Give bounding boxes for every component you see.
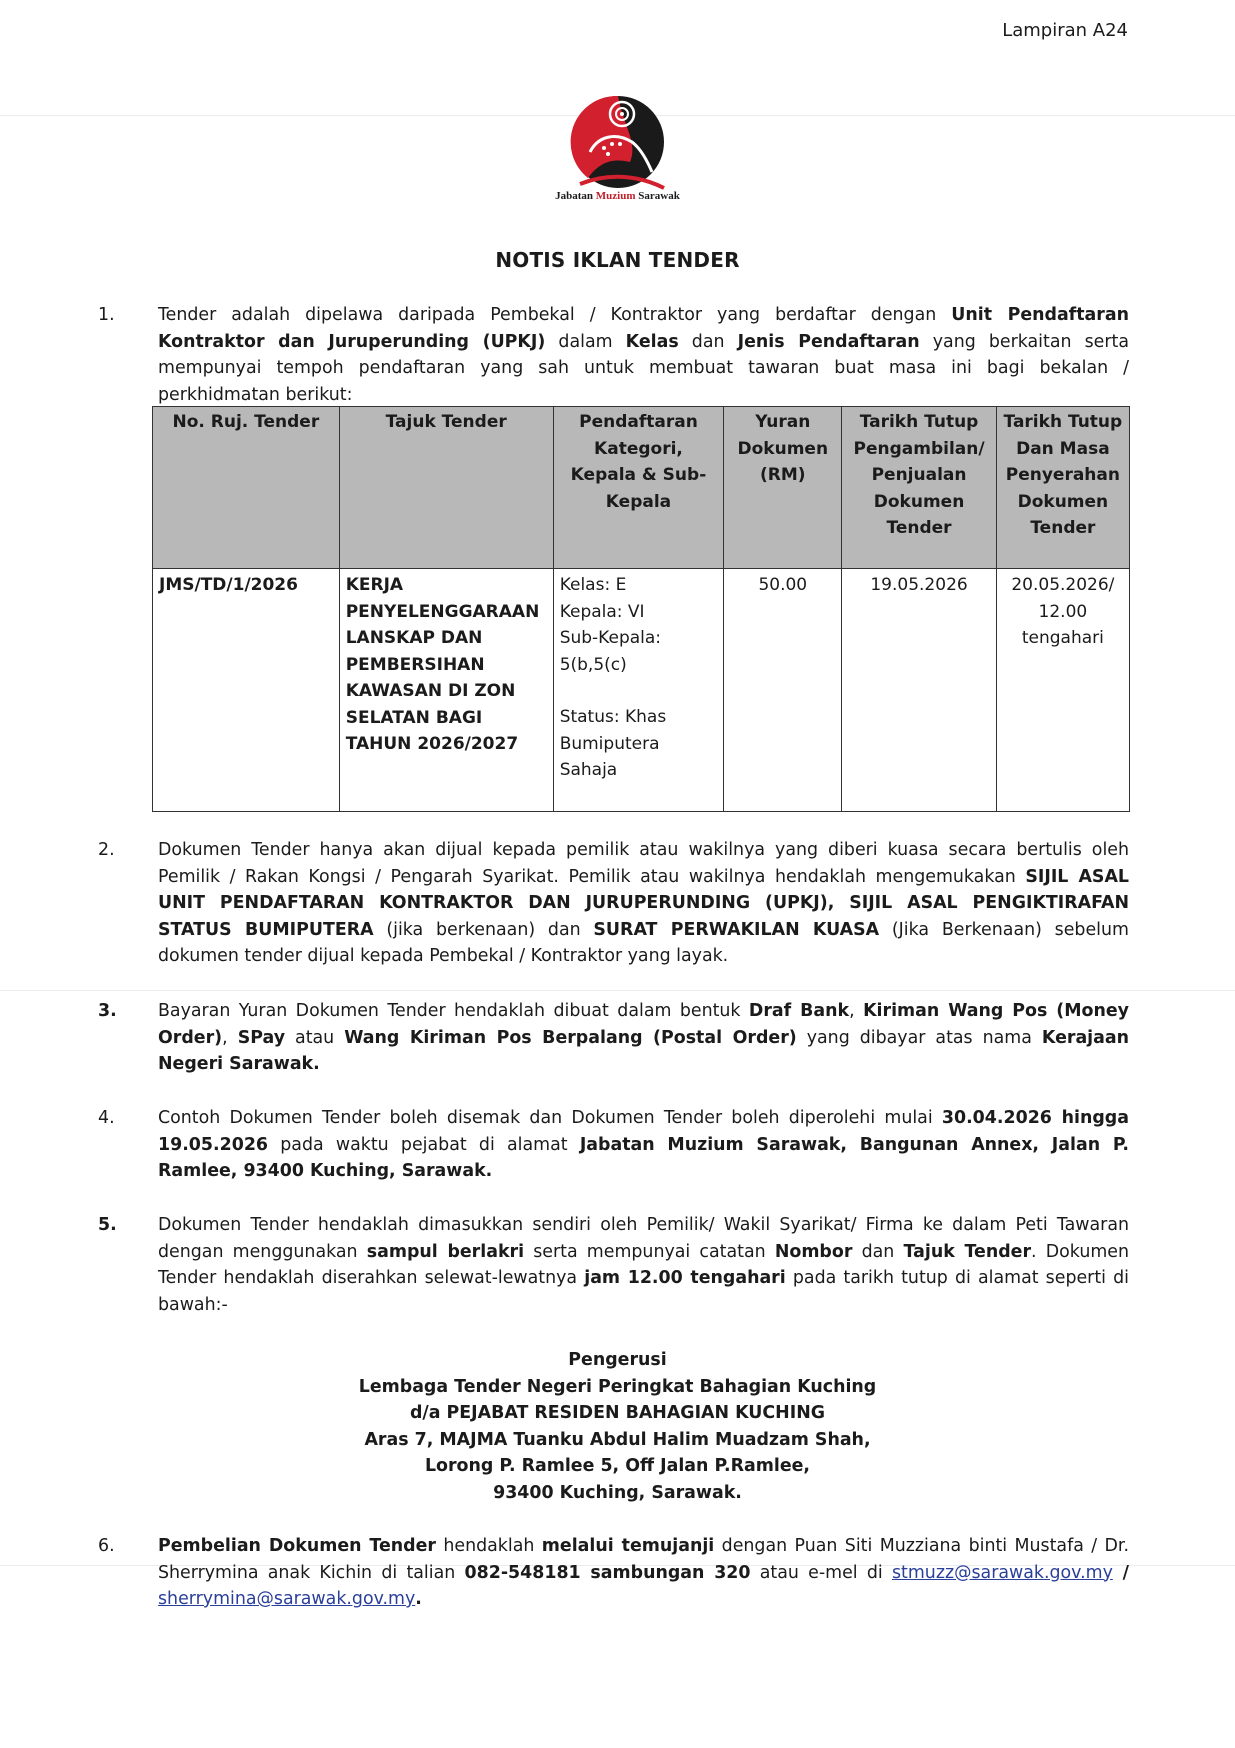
logo-caption-word: Muzium [595,190,636,202]
header-close-submit: Tarikh Tutup Dan Masa Penyerahan Dokumen Tender [996,407,1129,569]
bold-text: Unit Pendaftaran Kontraktor dan Juruperunding (UPKJ) [158,305,1129,352]
header-title: Tajuk Tender [339,407,553,569]
text: atau e-mel di [750,1562,892,1583]
text: (jika berkenaan) dan [373,919,594,940]
bold-text: sampul berlakri [366,1241,525,1262]
bold-text: SPay [237,1027,286,1048]
text: / [1112,1562,1129,1583]
paragraph-4 [98,1105,1129,1185]
cell-ref: JMS/TD/1/2026 [153,569,340,812]
paragraph-number: 5. [98,1215,117,1235]
cell-registration [553,569,724,812]
bold-text: jam 12.00 tengahari [584,1268,786,1288]
address-line: Aras 7, MAJMA Tuanku Abdul Halim Muadzam Shah, [364,1429,871,1450]
header-registration: Pendaftaran Kategori, Kepala & Sub-Kepala [553,407,724,569]
kelas: Kelas: E [559,575,627,595]
lampiran-label: Lampiran A24 [1002,20,1128,41]
text: yang berkaitan serta mempunyai tempoh pendaftaran yang sah untuk membuat tawaran buat masa ini bagi bekalan / perkhidmatan berikut: [158,331,1129,405]
bold-text: Tajuk Tender [903,1241,1032,1262]
text: Tender adalah dipelawa daripada Pembekal / Kontraktor yang berdaftar dengan [158,305,952,325]
kepala: Kepala: VI [559,601,645,622]
header-close-sale: Tarikh Tutup Pengambilan/ Penjualan Dokumen Tender [842,407,996,569]
table-header-row [153,407,1130,569]
paragraph-5 [98,1212,1129,1318]
paragraph-1 [98,302,1129,408]
address-line: Lorong P. Ramlee 5, Off Jalan P.Ramlee, [424,1456,811,1476]
paragraph-number: 4. [98,1108,115,1128]
bold-text: Jabatan Muzium Sarawak, Bangunan Annex, Jalan P. Ramlee, 93400 Kuching, Sarawak. [158,1134,1129,1181]
text: Contoh Dokumen Tender boleh disemak dan Dokumen Tender boleh diperolehi mulai [158,1108,942,1128]
paragraph-number: 3. [98,1001,117,1021]
text: dengan Puan Siti Muzziana binti Mustafa / Dr. Sherrymina anak Kichin di talian [158,1536,1129,1583]
address-block [0,1347,1235,1506]
text: atau [285,1027,345,1048]
status: Status: Khas Bumiputera Sahaja [559,707,667,780]
bold-text: Kelas [625,331,679,352]
text: dalam [545,331,626,352]
text: , [849,1001,864,1021]
cell-fee: 50.00 [724,569,842,812]
paragraph-number: 2. [98,840,115,860]
close-submit-date: 20.05.2026/ [1011,575,1115,595]
tender-table [152,406,1130,812]
address-line: Pengerusi [568,1350,667,1370]
logo-caption [0,190,1235,202]
paragraph-2 [98,837,1129,970]
paragraph-6 [98,1533,1129,1613]
text: hendaklah [435,1536,542,1556]
bold-text: Jenis Pendaftaran [737,331,920,352]
close-submit-time: 12.00 [1038,601,1088,622]
text: Bayaran Yuran Dokumen Tender hendaklah dibuat dalam bentuk [158,1001,749,1021]
text: (Jika Berkenaan) sebelum dokumen tender dijual kepada Pembekal / Kontraktor yang layak. [158,919,1129,966]
bold-text: 082-548181 sambungan 320 [464,1562,751,1583]
address-line: Lembaga Tender Negeri Peringkat Bahagian Kuching [358,1376,877,1397]
logo-caption-word: Sarawak [638,190,680,202]
bold-text: Nombor [774,1241,853,1262]
bold-text: Kerajaan Negeri Sarawak. [158,1027,1129,1074]
address-line: d/a PEJABAT RESIDEN BAHAGIAN KUCHING [409,1403,826,1423]
paragraph-3 [98,998,1129,1078]
text: . Dokumen Tender hendaklah diserahkan selewat-lewatnya [158,1241,1130,1288]
text: yang dibayar atas nama [796,1027,1042,1048]
cell-close-submit [996,569,1129,812]
address-line: 93400 Kuching, Sarawak. [493,1482,742,1503]
bold-text: Pembelian Dokumen Tender [158,1536,436,1556]
bold-text: SIJIL ASAL UNIT PENDAFTARAN KONTRAKTOR DAN JURUPERUNDING (UPKJ), SIJIL ASAL PENGIKTIRAFAN STATUS BUMIPUTERA [158,866,1129,940]
text: pada tarikh tutup di alamat seperti di bawah:- [158,1268,1129,1315]
bold-text: Wang Kiriman Pos Berpalang (Postal Order) [344,1027,797,1048]
header-ref: No. Ruj. Tender [153,407,340,569]
bold-text: melalui temujanji [541,1536,715,1556]
table-row [153,569,1130,812]
text: . [415,1589,422,1609]
muzium-sarawak-logo [560,92,680,204]
header-fee: Yuran Dokumen (RM) [724,407,842,569]
text: , [222,1027,238,1048]
close-submit-period: tengahari [1021,628,1104,648]
logo-caption-word: Jabatan [555,190,594,202]
sub-kepala: Sub-Kepala: 5(b,5(c) [559,628,662,675]
bold-text: 30.04.2026 hingga 19.05.2026 [158,1108,1129,1155]
email-link-1[interactable]: stmuzz@sarawak.gov.my [891,1562,1113,1583]
text: pada waktu pejabat di alamat [268,1134,580,1155]
paragraph-number: 6. [98,1536,115,1556]
cell-title: KERJA PENYELENGGARAAN LANSKAP DAN PEMBERSIHAN KAWASAN DI ZON SELATAN BAGI TAHUN 2026/2027 [339,569,553,812]
text: dan [678,331,738,352]
text: serta mempunyai catatan [524,1241,775,1262]
bold-text: Kiriman Wang Pos (Money Order) [158,1001,1129,1048]
cell-close-sale: 19.05.2026 [842,569,996,812]
bold-text: Draf Bank [748,1001,850,1021]
notice-title: NOTIS IKLAN TENDER [495,248,740,272]
text: dan [852,1241,904,1262]
text: Dokumen Tender hanya akan dijual kepada pemilik atau wakilnya yang diberi kuasa secara bertulis oleh Pemilik / Rakan Kongsi / Pengarah Syarikat. Pemilik atau wakilnya hendaklah mengemukakan [158,840,1129,887]
text: Dokumen Tender hendaklah dimasukkan sendiri oleh Pemilik/ Wakil Syarikat/ Firma ke dalam Peti Tawaran dengan menggunakan [158,1215,1129,1262]
email-link-2[interactable]: sherrymina@sarawak.gov.my [158,1589,416,1609]
bold-text: SURAT PERWAKILAN KUASA [593,919,880,940]
paragraph-number: 1. [98,305,115,325]
